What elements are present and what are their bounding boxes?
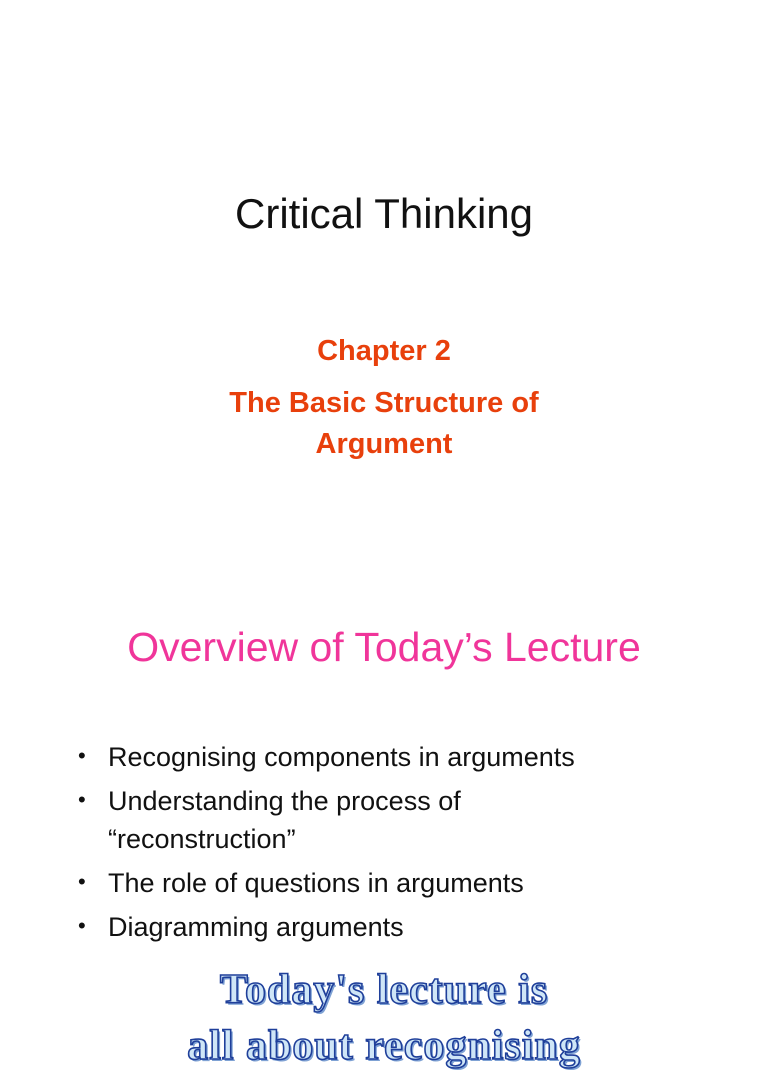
chapter-label: Chapter 2: [317, 335, 451, 367]
bullet-text: Diagramming arguments: [108, 912, 404, 942]
chapter-subtitle: The Basic Structure of Argument: [229, 387, 539, 460]
bullet-icon: •: [78, 743, 86, 768]
bullet-list: [74, 738, 714, 952]
list-item: [74, 782, 714, 858]
bullet-icon: •: [78, 869, 86, 894]
wordart-line: all about recognising: [187, 1023, 581, 1069]
wordart-line: Today's lecture is: [219, 967, 549, 1013]
list-item: [74, 908, 714, 946]
bullet-text: Understanding the process of “reconstruction”: [108, 786, 461, 854]
overview-slide: [0, 590, 768, 1069]
slide-title: Critical Thinking: [235, 190, 533, 237]
overview-title: Overview of Today’s Lecture: [127, 624, 641, 670]
bullet-text: The role of questions in arguments: [108, 868, 524, 898]
bullet-icon: •: [78, 787, 86, 812]
wordart-banner: [0, 962, 768, 1074]
bullet-text: Recognising components in arguments: [108, 742, 575, 772]
list-item: [74, 864, 714, 902]
bullet-icon: •: [78, 913, 86, 938]
list-item: [74, 738, 714, 776]
